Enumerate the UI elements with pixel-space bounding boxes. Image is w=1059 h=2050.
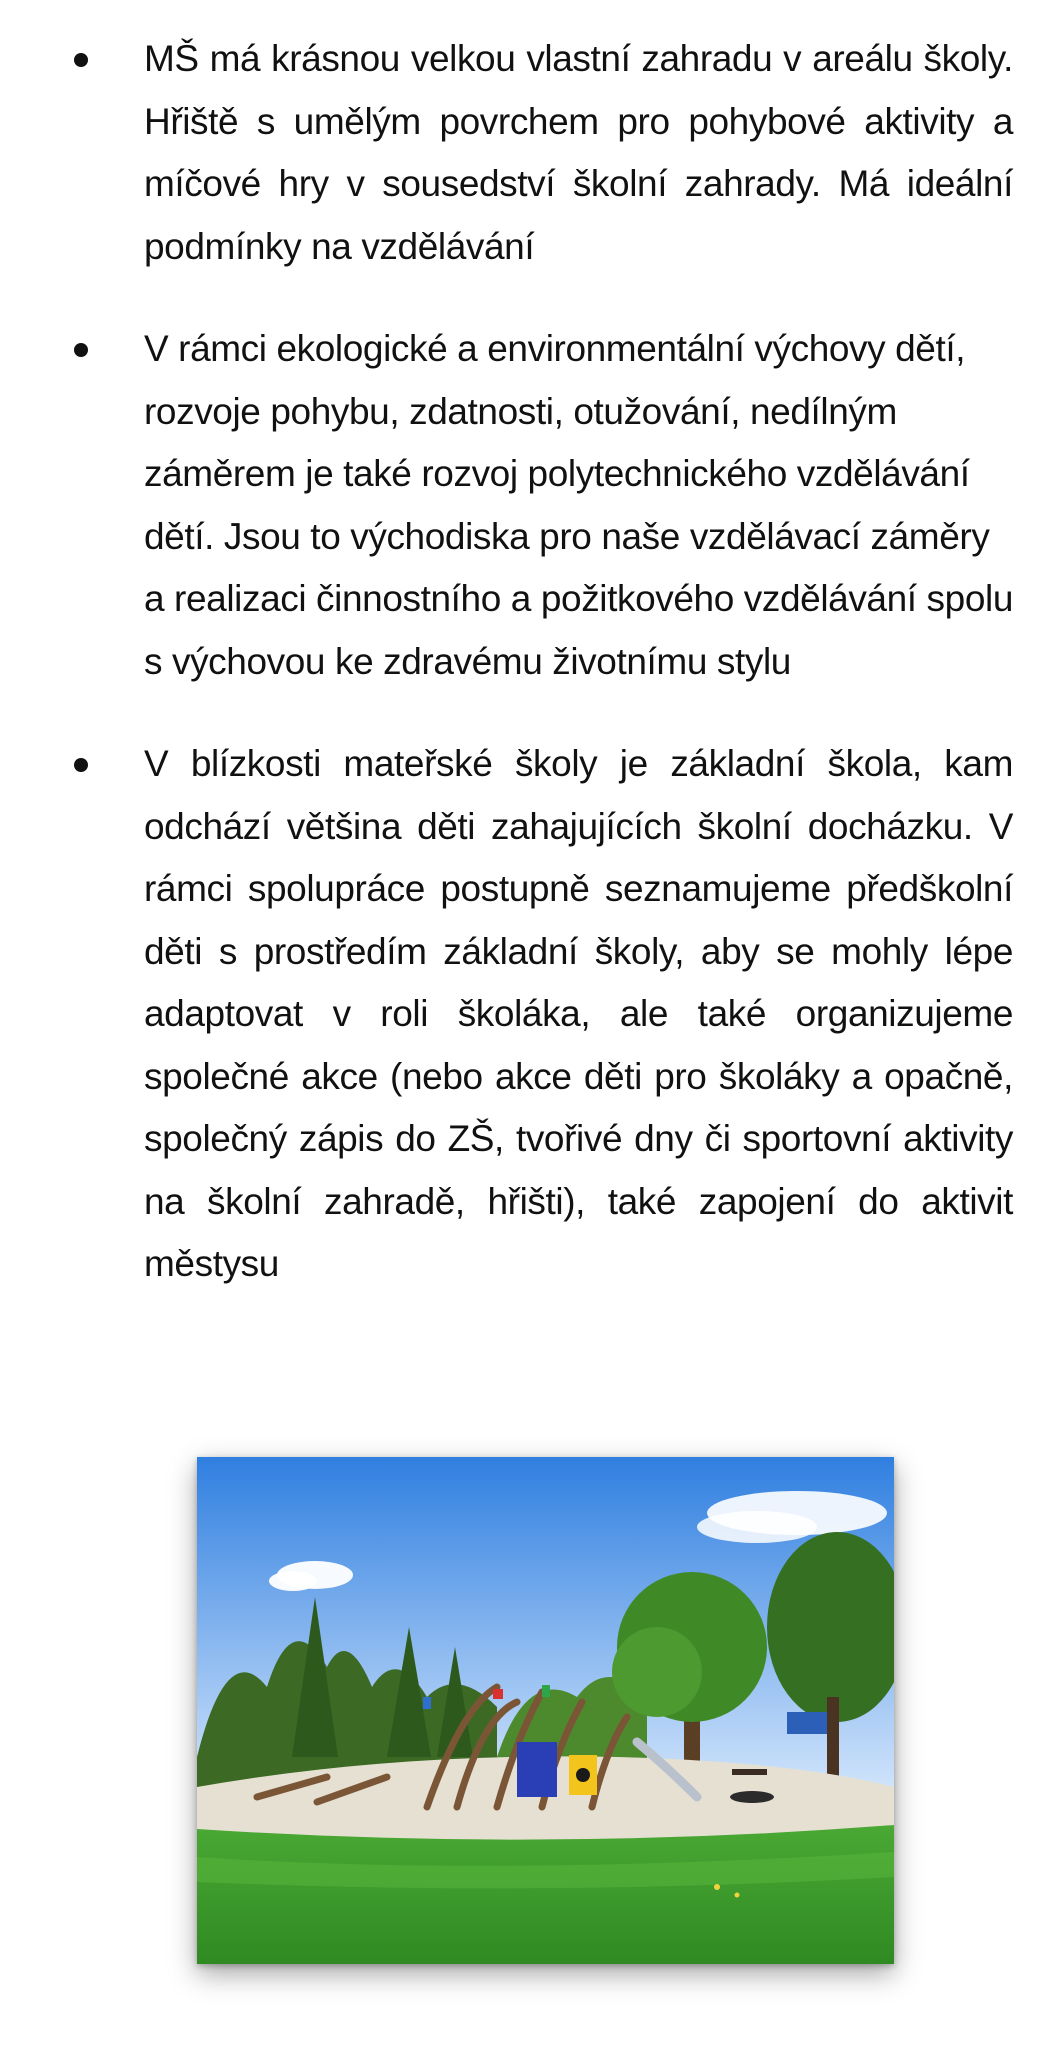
tree-crown: [612, 1627, 702, 1717]
tree-trunk: [827, 1697, 839, 1787]
playground-illustration: [197, 1457, 894, 1964]
blue-flag: [423, 1697, 431, 1709]
bullet-dot-icon: [74, 758, 88, 772]
cloud: [697, 1511, 817, 1543]
cloud: [269, 1571, 317, 1591]
bullet-dot-icon: [74, 53, 88, 67]
building: [787, 1712, 827, 1734]
bench: [732, 1769, 767, 1775]
playground-photo: [197, 1457, 894, 1964]
bullet-item-ecology: [0, 318, 1059, 693]
bullet-dot-icon: [74, 343, 88, 357]
bullet-list: [0, 28, 1059, 1296]
green-flag: [542, 1685, 550, 1697]
bullet-item-garden: [0, 28, 1059, 278]
red-flag: [493, 1689, 503, 1699]
yellow-panel-hole: [576, 1768, 590, 1782]
bullet-text: V blízkosti mateřské školy je základní škola, kam odchází většina děti zahajujících školní docházku. V rámci spolupráce postupně seznamujeme předškolní děti s prostředím základní školy, aby se mohly lépe adaptovat v roli školáka, ale také organizujeme společné akce (nebo akce děti pro školáky a opačně, společný zápis do ZŠ, tvořivé dny či sportovní aktivity na školní zahradě, hřišti), také zapojení do aktivit městysu: [144, 743, 1013, 1284]
trampoline: [730, 1791, 774, 1803]
bullet-text: MŠ má krásnou velkou vlastní zahradu v areálu školy. Hřiště s umělým povrchem pro pohybové aktivity a míčové hry v sousedství školní zahrady. Má ideální podmínky na vzdělávání: [144, 38, 1013, 267]
blue-panel: [517, 1742, 557, 1797]
grass-lawn: [197, 1825, 894, 1964]
dandelion: [735, 1893, 740, 1898]
dandelion: [714, 1884, 720, 1890]
bullet-text: V rámci ekologické a environmentální výchovy dětí, rozvoje pohybu, zdatnosti, otužování, nedílným záměrem je také rozvoj polytechnického vzdělávání dětí. Jsou to východiska pro naše vzdělávací záměry a realizaci činnostního a požitkového vzdělávání spolu s výchovou ke zdravému životnímu stylu: [144, 328, 1014, 682]
bullet-item-primary-school: [0, 733, 1059, 1296]
